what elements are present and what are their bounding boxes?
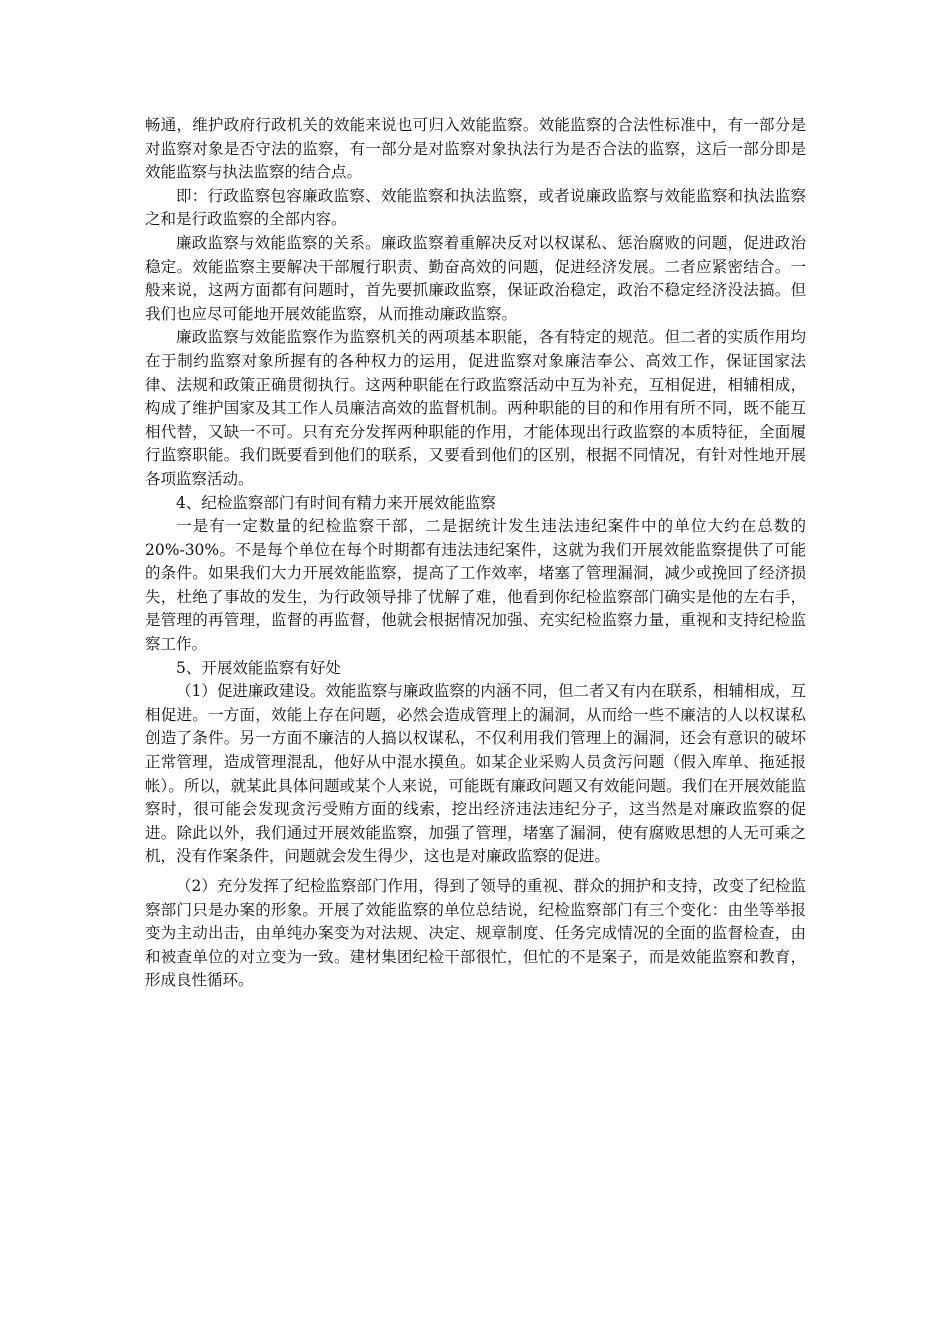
section-heading-4: 4、纪检监察部门有时间有精力来开展效能监察 [176, 493, 496, 512]
paragraph-section-4: 一是有一定数量的纪检监察干部，二是据统计发生违法违纪案件中的单位大约在总数的20%-30%。不是每个单位在每个时期都有违法违纪案件，这就为我们开展效能监察提供了可能的条件。如果我们大力开展效能监察，提高了工作效率，堵塞了管理漏洞，减少或挽回了经济损失，杜绝了事故的发生，为行政领导排了忧解了难，他看到你纪检监察部门确实是他的左右手，是管理的再管理，监督的再监督，他就会根据情况加强、充实纪检监察力量，重视和支持纪检监察工作。 [145, 517, 806, 654]
paragraph-functions: 廉政监察与效能监察作为监察机关的两项基本职能，各有特定的规范。但二者的实质作用均在于制约监察对象所握有的各种权力的运用，促进监察对象廉洁奉公、高效工作，保证国家法律、法规和政策正确贯彻执行。这两种职能在行政监察活动中互为补充，互相促进，相辅相成，构成了维护国家及其工作人员廉洁高效的监督机制。两种职能的目的和作用有所不同，既不能互相代替，又缺一不可。只有充分发挥两种职能的作用，才能体现出行政监察的本质特征，全面履行监察职能。我们既要看到他们的联系，又要看到他们的区别，根据不同情况，有针对性地开展各项监察活动。 [145, 328, 806, 488]
section-heading-5: 5、开展效能监察有好处 [176, 658, 341, 677]
paragraph-item-1: （1）促进廉政建设。效能监察与廉政监察的内涵不同，但二者又有内在联系，相辅相成，互相促进。一方面，效能上存在问题，必然会造成管理上的漏洞，从而给一些不廉洁的人以权谋私创造了条件。另一方面不廉洁的人搞以权谋私，不仅利用我们管理上的漏洞，还会有意识的破坏正常管理，造成管理混乱，他好从中混水摸鱼。如某企业采购人员贪污问题（假入库单、拖延报帐）。所以，就某此具体问题或某个人来说，可能既有廉政问题又有效能问题。我们在开展效能监察时，很可能会发现贪污受贿方面的线索，挖出经济违法违纪分子，这当然是对廉政监察的促进。除此以外，我们通过开展效能监察，加强了管理，堵塞了漏洞，使有腐败思想的人无可乘之机，没有作案条件，问题就会发生得少，这也是对廉政监察的促进。 [145, 682, 806, 866]
paragraph-item-2: （2）充分发挥了纪检监察部门作用，得到了领导的重视、群众的拥护和支持，改变了纪检监察部门只是办案的形象。开展了效能监察的单位总结说，纪检监察部门有三个变化：由坐等举报变为主动出击，由单纯办案变为对法规、决定、规章制度、任务完成情况的全面的监督检查，由和被查单位的对立变为一致。建材集团纪检干部很忙，但忙的不是案子，而是效能监察和教育，形成良性循环。 [145, 877, 806, 990]
paragraph-continuation: 畅通，维护政府行政机关的效能来说也可归入效能监察。效能监察的合法性标准中，有一部分是对监察对象是否守法的监察，有一部分是对监察对象执法行为是否合法的监察，这后一部分即是效能监察与执法监察的结合点。 [145, 116, 806, 182]
document-body [145, 114, 806, 993]
paragraph-relationship: 廉政监察与效能监察的关系。廉政监察着重解决反对以权谋私、惩治腐败的问题，促进政治稳定。效能监察主要解决干部履行职责、勤奋高效的问题，促进经济发展。二者应紧密结合。一般来说，这两方面都有问题时，首先要抓廉政监察，保证政治稳定，政治不稳定经济没法搞。但我们也应尽可能地开展效能监察，从而推动廉政监察。 [145, 233, 806, 323]
paragraph-definition: 即：行政监察包容廉政监察、效能监察和执法监察，或者说廉政监察与效能监察和执法监察之和是行政监察的全部内容。 [145, 186, 806, 229]
